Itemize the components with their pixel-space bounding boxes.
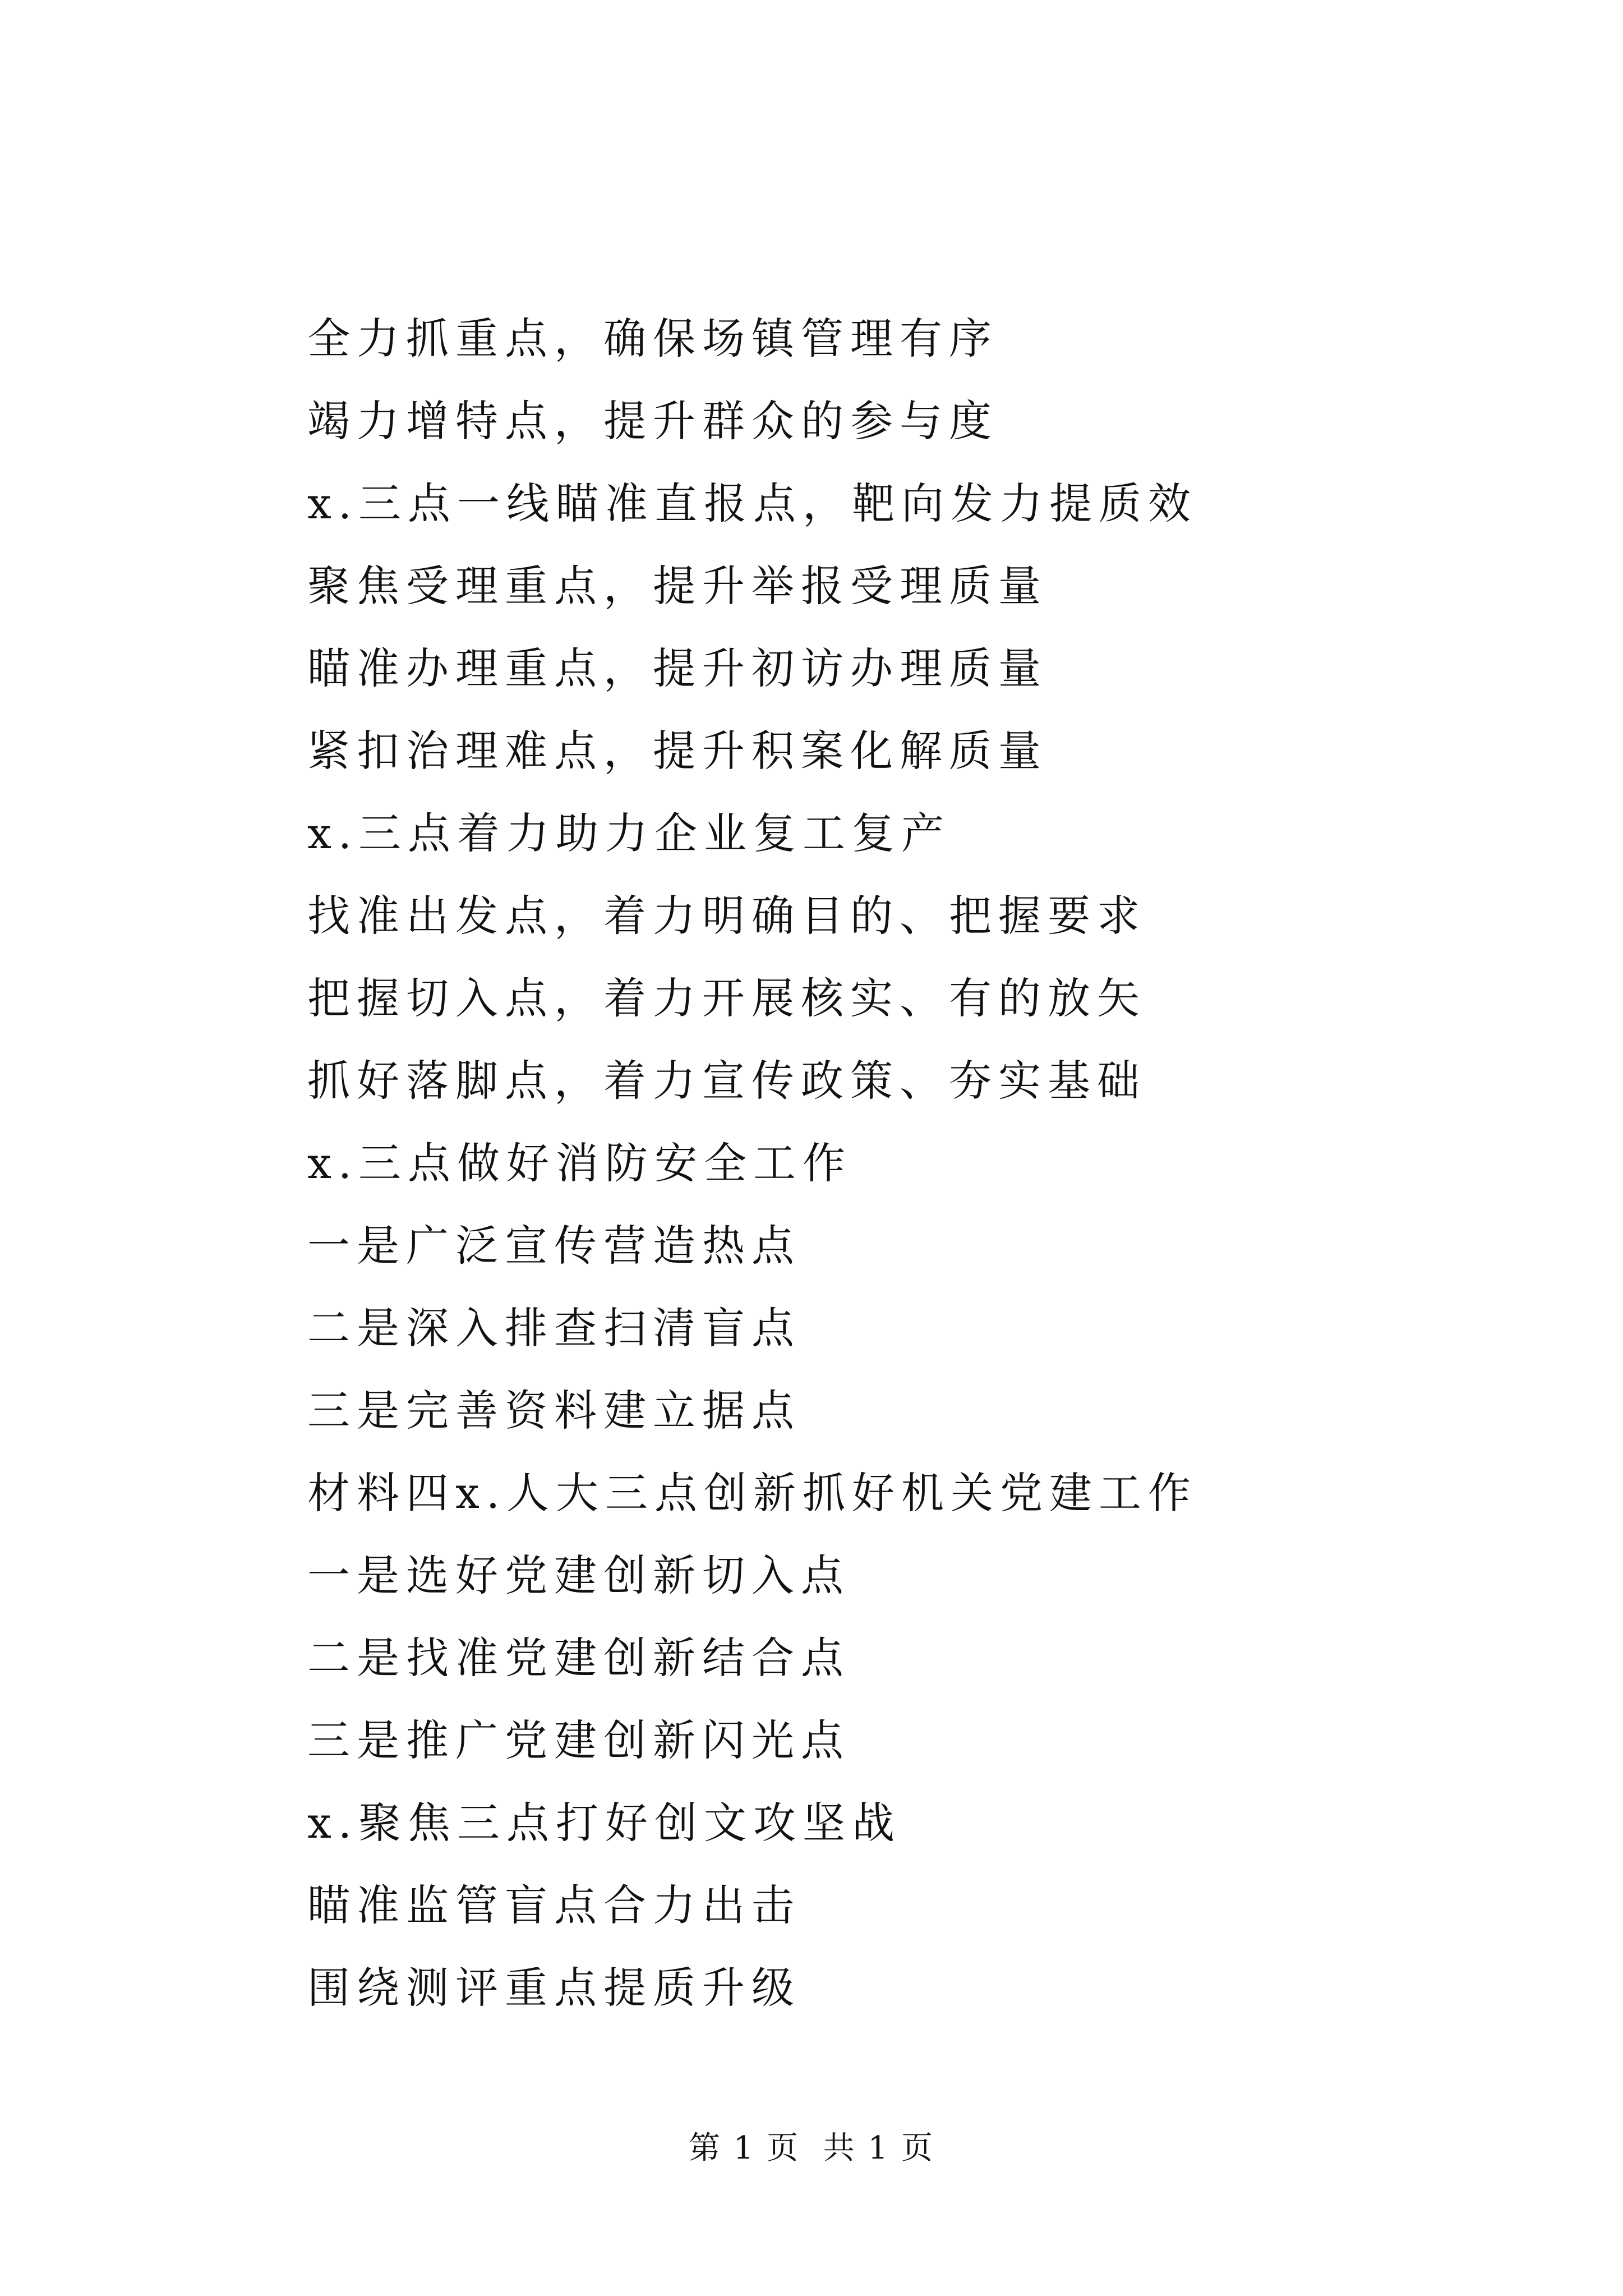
text-line: 竭力增特点，提升群众的参与度 (307, 396, 998, 446)
page-number: 第 1 页 共 1 页 (688, 2130, 935, 2166)
section-heading: x.聚焦三点打好创文攻坚战 (307, 1798, 902, 1848)
text-line: 瞄准监管盲点合力出击 (307, 1880, 801, 1930)
text-line: 一是广泛宣传营造热点 (307, 1221, 801, 1271)
text-line: 找准出发点，着力明确目的、把握要求 (307, 891, 1146, 941)
text-line: 三是完善资料建立据点 (307, 1386, 801, 1435)
text-line: 把握切入点，着力开展核实、有的放矢 (307, 973, 1146, 1023)
text-line: 瞄准办理重点，提升初访办理质量 (307, 643, 1048, 693)
section-heading: x.三点着力助力企业复工复产 (307, 808, 951, 858)
section-heading: x.三点做好消防安全工作 (307, 1138, 852, 1188)
text-line: 二是深入排查扫清盲点 (307, 1303, 801, 1353)
page-footer (0, 2123, 1623, 2168)
text-line: 抓好落脚点，着力宣传政策、夯实基础 (307, 1056, 1146, 1106)
text-line: 紧扣治理难点，提升积案化解质量 (307, 726, 1048, 776)
text-line: 二是找准党建创新结合点 (307, 1633, 850, 1683)
section-heading: x.三点一线瞄准直报点，靶向发力提质效 (307, 478, 1198, 528)
text-line: 聚焦受理重点，提升举报受理质量 (307, 561, 1048, 611)
text-line: 三是推广党建创新闪光点 (307, 1715, 850, 1765)
text-line: 一是选好党建创新切入点 (307, 1550, 850, 1600)
text-line: 全力抓重点，确保场镇管理有序 (307, 314, 998, 364)
text-line: 围绕测评重点提质升级 (307, 1963, 801, 2013)
document-body (307, 303, 1541, 2035)
section-heading: 材料四x.人大三点创新抓好机关党建工作 (307, 1468, 1198, 1518)
